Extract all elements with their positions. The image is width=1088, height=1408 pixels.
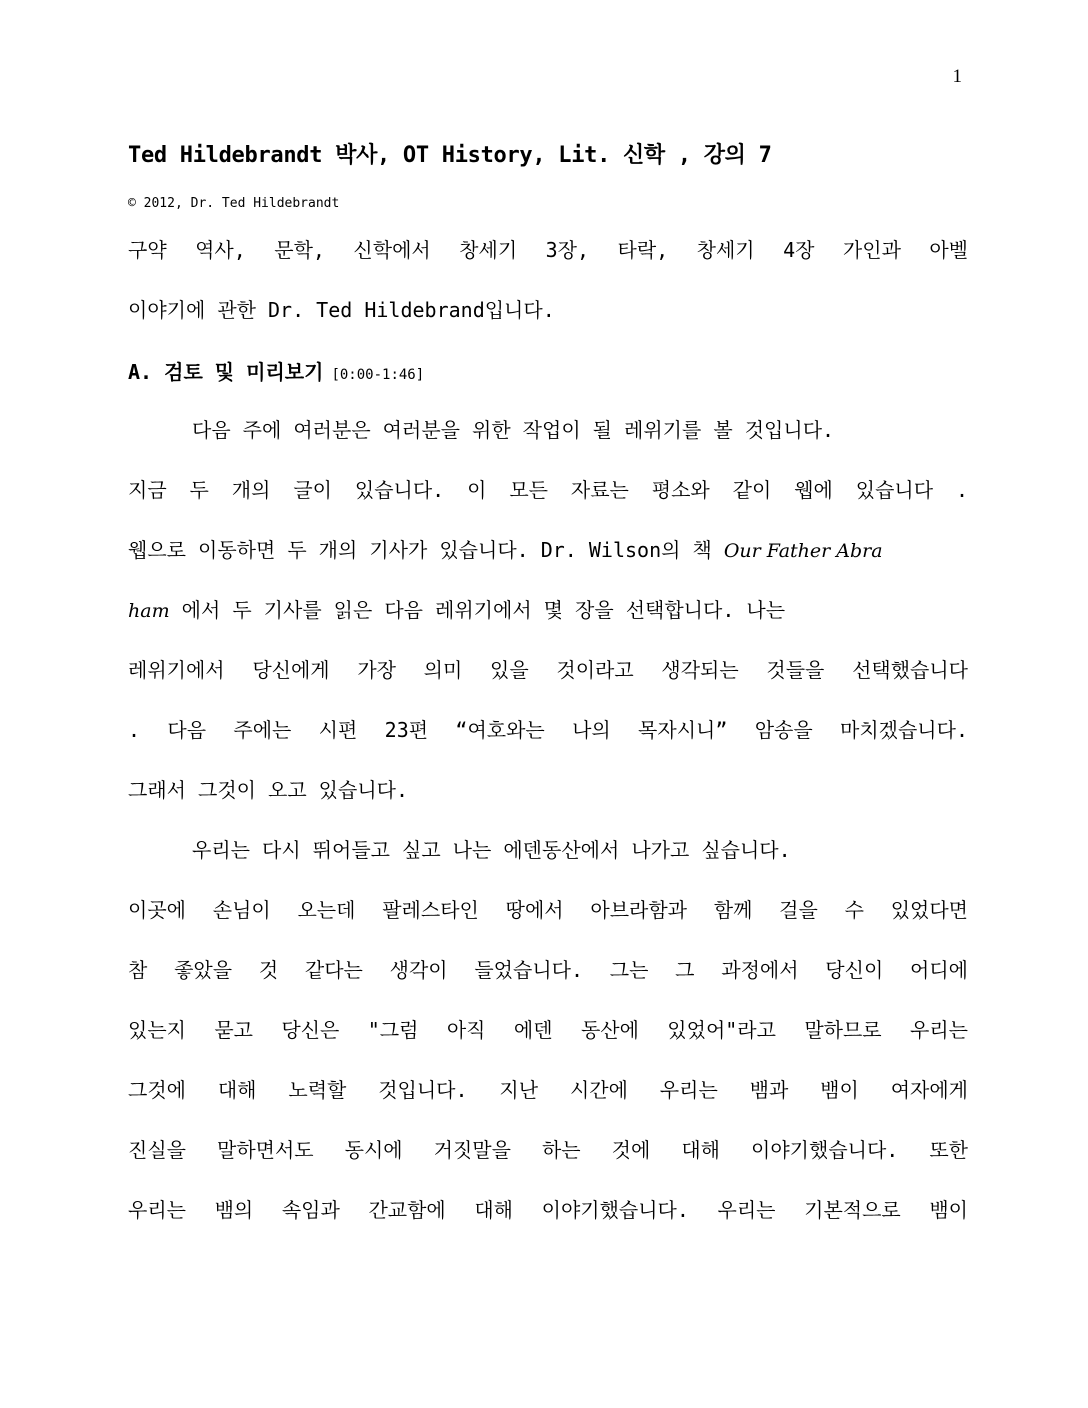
document-title: Ted Hildebrandt 박사, OT History, Lit. 신학 , 강의 7: [128, 143, 772, 168]
paragraph2-line-3: 참 좋았을 것 같다는 생각이 들었습니다. 그는 그 과정에서 당신이 어디에: [128, 958, 968, 982]
paragraph1-line-1: 다음 주에 여러분은 여러분을 위한 작업이 될 레위기를 볼 것입니다.: [192, 418, 835, 442]
intro-line-2: 이야기에 관한 Dr. Ted Hildebrand입니다.: [128, 298, 555, 322]
paragraph2-line-6: 진실을 말하면서도 동시에 거짓말을 하는 것에 대해 이야기했습니다. 또한: [128, 1138, 968, 1162]
book-title-part-1: Our Father Abra: [723, 540, 883, 562]
section-heading-timestamp: [0:00-1:46]: [331, 367, 425, 383]
paragraph1-line-6: . 다음 주에는 시편 23편 “여호와는 나의 목자시니” 암송을 마치겠습니다.: [128, 718, 968, 742]
paragraph1-line-4: [128, 596, 968, 625]
paragraph1-line-4-text: 에서 두 기사를 읽은 다음 레위기에서 몇 장을 선택합니다. 나는: [169, 598, 786, 622]
paragraph2-line-7: 우리는 뱀의 속임과 간교함에 대해 이야기했습니다. 우리는 기본적으로 뱀이: [128, 1198, 968, 1222]
paragraph1-line-2: 지금 두 개의 글이 있습니다. 이 모든 자료는 평소와 같이 웹에 있습니다 .: [128, 478, 968, 502]
paragraph2-line-2: 이곳에 손님이 오는데 팔레스타인 땅에서 아브라함과 함께 걸을 수 있었다면: [128, 898, 968, 922]
book-title-part-2: ham: [128, 600, 170, 622]
intro-line-1: 구약 역사, 문학, 신학에서 창세기 3장, 타락, 창세기 4장 가인과 아벨: [128, 238, 968, 262]
paragraph1-line-5: 레위기에서 당신에게 가장 의미 있을 것이라고 생각되는 것들을 선택했습니다: [128, 658, 968, 682]
paragraph1-line-3: [128, 536, 968, 565]
paragraph2-line-4: 있는지 묻고 당신은 "그럼 아직 에덴 동산에 있었어"라고 말하므로 우리는: [128, 1018, 968, 1042]
paragraph2-line-5: 그것에 대해 노력할 것입니다. 지난 시간에 우리는 뱀과 뱀이 여자에게: [128, 1078, 968, 1102]
paragraph2-line-1: 우리는 다시 뛰어들고 싶고 나는 에덴동산에서 나가고 싶습니다.: [192, 838, 791, 862]
paragraph1-line-7: 그래서 그것이 오고 있습니다.: [128, 778, 409, 802]
section-heading-title: A. 검토 및 미리보기: [128, 360, 324, 384]
copyright-notice: © 2012, Dr. Ted Hildebrandt: [128, 196, 340, 211]
page-number: 1: [952, 66, 962, 87]
section-heading-a: [128, 356, 968, 385]
paragraph1-line-3-text: 웹으로 이동하면 두 개의 기사가 있습니다. Dr. Wilson의 책: [128, 538, 724, 562]
